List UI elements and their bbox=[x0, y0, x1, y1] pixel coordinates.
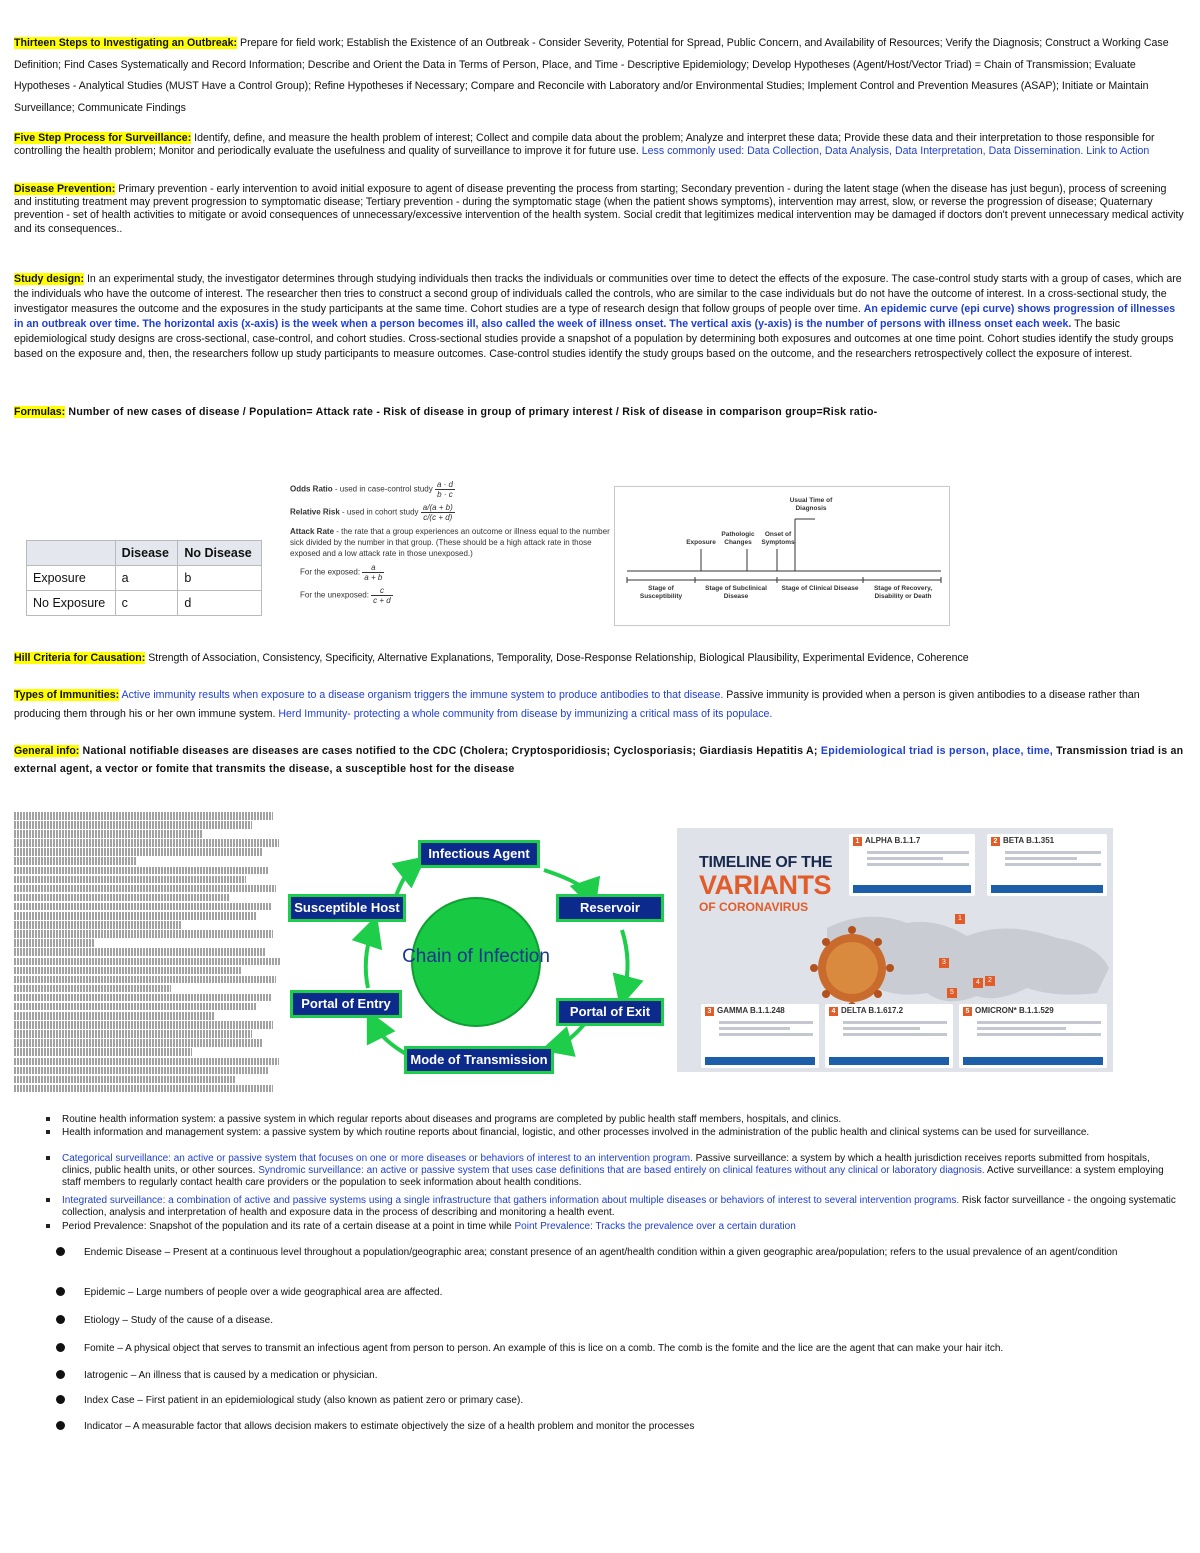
map-marker: 4 bbox=[973, 978, 983, 988]
unexposed-label: For the unexposed: bbox=[300, 590, 369, 600]
exposed-fraction bbox=[362, 563, 384, 582]
relative-risk-label: Relative Risk bbox=[290, 507, 340, 517]
variant-card-gamma bbox=[701, 1004, 819, 1068]
active-immunity-text: Active immunity results when exposure to a disease organism triggers the immune system to produce antibodies to that disease. bbox=[119, 689, 724, 701]
passive-immunity-text: Passive immunity is provided when a person is given antibodies to a disease rather than producing them through his or her own immune system. bbox=[14, 689, 1140, 720]
general-info-paragraph bbox=[14, 742, 1186, 778]
attack-rate-desc: - the rate that a group experiences an outcome or illness equal to the number sick divided by the number in that group. (These should be a high attack rate in those exposed and a low attack rate in those unexposed.) bbox=[290, 527, 610, 558]
definition-item bbox=[84, 1286, 1180, 1299]
list-item-blue-text: Point Prevalence: Tracks the prevalence over a certain duration bbox=[514, 1221, 796, 1232]
history-timeline-image bbox=[14, 812, 284, 1108]
outbreak-steps-text: Prepare for field work; Establish the Existence of an Outbreak - Consider Severity, Potential for Spread, Public Concern, and Availability of Resources; Verify the Diagnosis; Construct a Working Case Definition; Find Cases Systematically and Record Information; Describe and Orient the Data in Terms of Person, Place, and Time - Descriptive Epidemiology; Develop Hypotheses (Agent/Host/Vector Triad) = Chain of Transmission; Evaluate Hypotheses - Analytical Studies (MUST Have a Control Group); Refine Hypotheses if Necessary; Compare and Reconcile with Laboratory and/or Environmental Studies; Implement Control and Prevention Measures (ASAP); Initiate or Maintain Surveillance; Communicate Findings bbox=[14, 37, 1169, 114]
relative-risk-fraction bbox=[421, 503, 455, 522]
unexposed-denominator: c + d bbox=[373, 596, 391, 605]
table-header-empty bbox=[27, 541, 116, 566]
outbreak-steps-heading: Thirteen Steps to Investigating an Outbreak: bbox=[14, 37, 238, 49]
list-item-blue-text: Categorical surveillance: an active or passive system that focuses on one or more diseases or behaviors of interest to an intervention program. bbox=[62, 1153, 693, 1164]
unexposed-numerator: c bbox=[371, 586, 393, 596]
list-item-blue-text: Syndromic surveillance: an active or passive system that uses case definitions that are based entirely on clinical features without any clinical or laboratory diagnosis. bbox=[258, 1165, 985, 1176]
general-text-1: National notifiable diseases are diseases are cases notified to the CDC (Cholera; Cryptosporidiosis; Cyclosporiasis; Giardiasis Hepatitis A; bbox=[79, 745, 821, 757]
reservoir-box: Reservoir bbox=[556, 894, 664, 922]
table-header-no-disease: No Disease bbox=[178, 541, 262, 566]
odds-ratio-row bbox=[290, 480, 610, 499]
table-header-disease: Disease bbox=[115, 541, 178, 566]
table-cell: a bbox=[115, 566, 178, 591]
table-cell: b bbox=[178, 566, 262, 591]
stage-label: Stage of Clinical Disease bbox=[781, 585, 859, 592]
natural-history-diagram bbox=[614, 486, 950, 626]
exposed-row bbox=[290, 563, 610, 582]
variant-title: 5 OMICRON* B.1.1.529 bbox=[959, 1004, 1107, 1018]
attack-rate-row bbox=[290, 526, 610, 559]
epi-triad-text: Epidemiological triad is person, place, time, bbox=[820, 745, 1053, 757]
chain-title: Chain of Infection bbox=[402, 946, 550, 967]
variant-card-delta bbox=[825, 1004, 953, 1068]
formula-figure bbox=[290, 480, 610, 609]
variant-name: BETA B.1.351 bbox=[1003, 836, 1055, 845]
map-marker: 1 bbox=[955, 914, 965, 924]
odds-ratio-label: Odds Ratio bbox=[290, 484, 333, 494]
rr-denominator: c/(c + d) bbox=[423, 513, 453, 522]
variant-title: 1 ALPHA B.1.1.7 bbox=[849, 834, 975, 848]
variants-title-1: TIMELINE OF THE bbox=[699, 854, 833, 871]
odds-denominator: b · c bbox=[437, 490, 453, 499]
herd-immunity-text: Herd Immunity- protecting a whole community from disease by immunizing a critical mass of its populace. bbox=[278, 708, 773, 720]
table-row bbox=[27, 566, 262, 591]
variant-card-alpha bbox=[849, 834, 975, 896]
map-marker: 2 bbox=[985, 976, 995, 986]
formulas-text: Number of new cases of disease / Population= Attack rate - Risk of disease in group of primary interest / Risk of disease in comparison group=Risk ratio- bbox=[65, 406, 878, 418]
definition-text: Epidemic – Large numbers of people over a wide geographical area are affected. bbox=[84, 1287, 443, 1298]
list-item bbox=[62, 1195, 1182, 1219]
unexposed-fraction bbox=[371, 586, 393, 605]
hill-criteria-paragraph bbox=[14, 651, 1186, 667]
surveillance-blue-text: Less commonly used: Data Collection, Data Analysis, Data Interpretation, Data Dissemination. Link to Action bbox=[641, 145, 1150, 158]
definition-item bbox=[84, 1369, 1180, 1382]
exposed-label: For the exposed: bbox=[300, 567, 361, 577]
usual-time-label: Usual Time of Diagnosis bbox=[789, 497, 833, 512]
variant-name: OMICRON* B.1.1.529 bbox=[975, 1006, 1054, 1015]
list-item bbox=[62, 1127, 1182, 1139]
rr-numerator: a/(a + b) bbox=[422, 503, 453, 512]
list-item bbox=[62, 1221, 1182, 1233]
formulas-paragraph bbox=[14, 405, 1186, 421]
variants-title-3: OF CORONAVIRUS bbox=[699, 900, 809, 914]
variant-name: ALPHA B.1.1.7 bbox=[865, 836, 921, 845]
table-cell: d bbox=[178, 591, 262, 616]
definition-item bbox=[84, 1342, 1180, 1355]
immunities-paragraph bbox=[14, 686, 1186, 724]
definition-item bbox=[84, 1314, 1180, 1327]
odds-numerator: a · d bbox=[436, 480, 453, 489]
variants-title-2: VARIANTS bbox=[699, 870, 832, 900]
exposure-label: Exposure bbox=[686, 539, 716, 546]
variant-card-beta bbox=[987, 834, 1107, 896]
relative-risk-row bbox=[290, 503, 610, 522]
prevention-text: Primary prevention - early intervention to avoid initial exposure to agent of disease preventing the process from starting; Secondary prevention - during the latent stage (when the disease has just begun), process of screening and instituting treatment may prevent progression to symptomatic disease; Tertiary prevention - during the symptomatic stage (when the patient shows symptoms), intervention may arrest, slow, or reverse the progression of disease; Quaternary prevention - set of health activities to mitigate or avoid consequences of unnecessary/excessive intervention of the health system. Social credit that legitimizes medical intervention may be damaged if doctors don't prevent unnecessary medical activity and its consequences.. bbox=[14, 183, 1184, 235]
stage-label: Stage of Subclinical Disease bbox=[705, 585, 767, 600]
study-design-heading: Study design: bbox=[14, 273, 85, 285]
list-item-blue-text: Integrated surveillance: a combination of active and passive systems using a single infrastructure that gathers information about multiple diseases or behaviors of interest to several intervention programs. bbox=[62, 1195, 960, 1206]
list-item-text: Health information and management system: a passive system by which routine reports about financial, logistic, and other processes involved in the administration of the public health and clinical systems can be used for surveillance. bbox=[62, 1127, 1090, 1138]
definition-text: Fomite – A physical object that serves to transmit an infectious agent from person to person. An example of this is lice on a comb. The comb is the fomite and the lice are the agent that can make your hair itch. bbox=[84, 1343, 1004, 1354]
definition-item bbox=[84, 1394, 1180, 1407]
pathologic-label: Pathologic Changes bbox=[721, 531, 755, 546]
hill-text: Strength of Association, Consistency, Specificity, Alternative Explanations, Temporality, Dose-Response Relationship, Biological Plausibility, Experimental Evidence, Coherence bbox=[145, 652, 969, 664]
chain-of-infection-diagram bbox=[286, 834, 672, 1096]
odds-ratio-desc: - used in case-control study bbox=[332, 484, 433, 494]
formulas-heading: Formulas: bbox=[14, 406, 66, 418]
portal-of-entry-box: Portal of Entry bbox=[290, 990, 402, 1018]
table-cell: c bbox=[115, 591, 178, 616]
portal-of-exit-box: Portal of Exit bbox=[556, 998, 664, 1026]
surveillance-text: Identify, define, and measure the health problem of interest; Collect and compile data about the problem; Analyze and interpret these data; Provide these data and their interpretation to those responsible for controlling the health problem; Monitor and periodically evaluate the usefulness and quality of surveillance to improve it for future use. bbox=[14, 132, 1155, 158]
map-marker: 3 bbox=[939, 958, 949, 968]
general-text-2: Transmission triad is an external agent, a vector or fomite that transmits the disease, a susceptible host for the disease bbox=[14, 745, 1184, 775]
infectious-agent-box: Infectious Agent bbox=[418, 840, 540, 868]
hill-heading: Hill Criteria for Causation: bbox=[14, 652, 146, 664]
definition-item bbox=[84, 1420, 1180, 1433]
variant-title: 2 BETA B.1.351 bbox=[987, 834, 1107, 848]
two-by-two-table bbox=[26, 540, 262, 616]
study-design-text-2: The basic epidemiological study designs are cross-sectional, case-control, and cohort studies. Cross-sectional studies provide a snapshot of a population by determining both exposures and outcomes at one time point. Cohort studies identify the study groups based on the exposure and, then, the researchers follow up study participants to measure outcomes. Case-control studies identify the study groups based on the outcome, and the researchers retrospectively collect the exposure of interest. bbox=[14, 318, 1174, 360]
variant-name: DELTA B.1.617.2 bbox=[841, 1006, 904, 1015]
coronavirus-variants-infographic bbox=[677, 828, 1113, 1072]
list-item bbox=[62, 1114, 1182, 1126]
variant-title: 3 GAMMA B.1.1.248 bbox=[701, 1004, 819, 1018]
definition-text: Index Case – First patient in an epidemiological study (also known as patient zero or primary case). bbox=[84, 1395, 524, 1406]
relative-risk-desc: - used in cohort study bbox=[339, 507, 419, 517]
surveillance-paragraph bbox=[14, 132, 1186, 158]
odds-ratio-fraction bbox=[435, 480, 455, 499]
attack-rate-label: Attack Rate bbox=[290, 527, 335, 536]
list-item-text: Period Prevalence: Snapshot of the population and its rate of a certain disease at a point in time while bbox=[62, 1221, 515, 1232]
map-marker: 5 bbox=[947, 988, 957, 998]
table-cell: No Exposure bbox=[27, 591, 116, 616]
definition-text: Iatrogenic – An illness that is caused by a medication or physician. bbox=[84, 1370, 378, 1381]
variant-title: 4 DELTA B.1.617.2 bbox=[825, 1004, 953, 1018]
general-heading: General info: bbox=[14, 745, 80, 757]
variant-card-omicron bbox=[959, 1004, 1107, 1068]
table-row bbox=[27, 591, 262, 616]
epi-curve-text: An epidemic curve (epi curve) shows progression of illnesses in an outbreak over time. The horizontal axis (x-axis) is the week when a person becomes ill, also called the week of illness onset. The vertical axis (y-axis) is the number of persons with illness onset each week. bbox=[14, 303, 1176, 330]
onset-label: Onset of Symptoms bbox=[761, 531, 795, 546]
definition-text: Endemic Disease – Present at a continuous level throughout a population/geographic area; constant presence of an agent/health condition within a given geographic area/population; refers to the usual prevalence of an agent/condition bbox=[84, 1247, 1118, 1258]
study-design-paragraph bbox=[14, 272, 1186, 362]
definition-text: Etiology – Study of the cause of a disease. bbox=[84, 1315, 274, 1326]
stage-label: Stage of Susceptibility bbox=[639, 585, 683, 600]
outbreak-steps-paragraph bbox=[14, 33, 1186, 119]
list-item-text: Routine health information system: a passive system in which regular reports about diseases and programs are completed by public health staff members, hospitals, and clinics. bbox=[62, 1114, 842, 1125]
list-item-text: Active surveillance: a system employing staff members to regularly contact health care providers or the population to seek information about health conditions. bbox=[62, 1165, 1164, 1188]
surveillance-heading: Five Step Process for Surveillance: bbox=[14, 132, 192, 144]
definition-item bbox=[84, 1246, 1180, 1259]
list-item-text: Passive surveillance: a system by which a health jurisdiction receives reports submitted from hospitals, clinics, public health units, or other sources. bbox=[62, 1153, 1150, 1176]
stage-label: Stage of Recovery, Disability or Death bbox=[873, 585, 933, 600]
prevention-paragraph bbox=[14, 183, 1186, 236]
unexposed-row bbox=[290, 586, 610, 605]
prevention-heading: Disease Prevention: bbox=[14, 183, 116, 195]
mode-of-transmission-box: Mode of Transmission bbox=[404, 1046, 554, 1074]
immunities-heading: Types of Immunities: bbox=[14, 689, 120, 701]
study-design-text: In an experimental study, the investigator determines through studying individuals then tracks the individuals or communities over time to detect the effects of the exposure. The case-control study starts with a group of cases, which are the individuals who have the outcome of interest. The researcher then tries to construct a second group of individuals called the controls, who are similar to the case individuals but do not have the outcome of interest. In a cross-sectional study, the investigator measures the outcome and the exposures in the study participants at the same time. Cohort studies are a type of research design that follow groups of people over time. bbox=[14, 273, 1182, 315]
list-item-text: Risk factor surveillance - the ongoing systematic collection, analysis and interpretation of health and exposure data in the process of describing and monitoring a health event. bbox=[62, 1195, 1176, 1218]
exposed-denominator: a + b bbox=[364, 573, 383, 582]
list-item bbox=[62, 1153, 1182, 1189]
table-cell: Exposure bbox=[27, 566, 116, 591]
variant-name: GAMMA B.1.1.248 bbox=[717, 1006, 785, 1015]
susceptible-host-box: Susceptible Host bbox=[288, 894, 406, 922]
definition-text: Indicator – A measurable factor that allows decision makers to estimate objectively the size of a health problem and monitor the processes bbox=[84, 1421, 695, 1432]
exposed-numerator: a bbox=[362, 563, 384, 573]
